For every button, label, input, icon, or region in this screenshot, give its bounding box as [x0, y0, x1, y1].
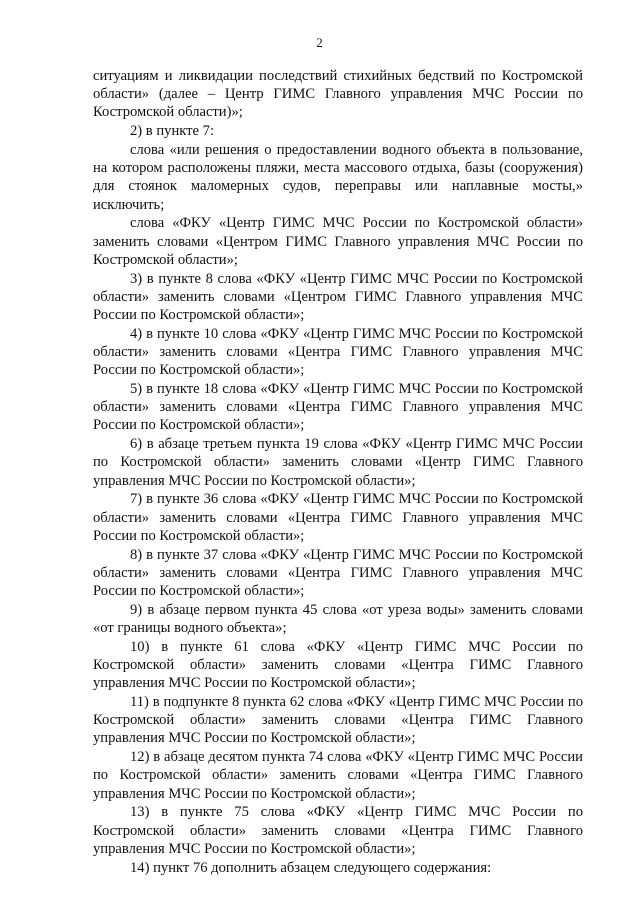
document-paragraph: слова «или решения о предоставлении водного объекта в пользование, на котором расположены пляжи, места массового отдыха, базы (сооружения) для стоянок маломерных судов, переправы или наплавные мосты,» исключить; [93, 142, 583, 213]
document-paragraph: 7) в пункте 36 слова «ФКУ «Центр ГИМС МЧС России по Костромской области» заменить словами «Центра ГИМС Главного управления МЧС России по Костромской области»; [93, 491, 583, 544]
document-paragraph: 11) в подпункте 8 пункта 62 слова «ФКУ «Центр ГИМС МЧС России по Костромской области» заменить словами «Центра ГИМС Главного управления МЧС России по Костромской области»; [93, 694, 583, 747]
document-paragraph: 14) пункт 76 дополнить абзацем следующего содержания: [130, 859, 492, 876]
document-paragraph: 8) в пункте 37 слова «ФКУ «Центр ГИМС МЧС России по Костромской области» заменить словами «Центра ГИМС Главного управления МЧС России по Костромской области»; [93, 546, 583, 600]
document-paragraph: 3) в пункте 8 слова «ФКУ «Центр ГИМС МЧС России по Костромской области» заменить словами «Центром ГИМС Главного управления МЧС России по Костромской области»; [93, 270, 583, 324]
document-body [93, 67, 583, 877]
document-paragraph: ситуациям и ликвидации последствий стихийных бедствий по Костромской области» (далее – Центр ГИМС Главного управления МЧС России по Костромской области)»; [93, 68, 583, 121]
document-paragraph: 6) в абзаце третьем пункта 19 слова «ФКУ «Центр ГИМС МЧС России по Костромской области» заменить словами «Центр ГИМС Главного управления МЧС России по Костромской области»; [93, 436, 583, 489]
page-number: 2 [316, 35, 323, 50]
document-paragraph: 10) в пункте 61 слова «ФКУ «Центр ГИМС МЧС России по Костромской области» заменить словами «Центра ГИМС Главного управления МЧС России по Костромской области»; [93, 638, 583, 692]
document-paragraph: 5) в пункте 18 слова «ФКУ «Центр ГИМС МЧС России по Костромской области» заменить словами «Центра ГИМС Главного управления МЧС России по Костромской области»; [93, 381, 583, 434]
document-paragraph: 13) в пункте 75 слова «ФКУ «Центр ГИМС МЧС России по Костромской области» заменить словами «Центра ГИМС Главного управления МЧС России по Костромской области»; [93, 804, 583, 857]
document-paragraph: 2) в пункте 7: [130, 123, 215, 140]
document-paragraph: слова «ФКУ «Центр ГИМС МЧС России по Костромской области» заменить словами «Центром ГИМС Главного управления МЧС России по Костромской области»; [93, 215, 583, 268]
document-paragraph: 9) в абзаце первом пункта 45 слова «от уреза воды» заменить словами «от границы водного объекта»; [93, 601, 583, 637]
document-paragraph: 12) в абзаце десятом пункта 74 слова «ФКУ «Центр ГИМС МЧС России по Костромской области» заменить словами «Центра ГИМС Главного управления МЧС России по Костромской области»; [93, 749, 583, 802]
document-paragraph: 4) в пункте 10 слова «ФКУ «Центр ГИМС МЧС России по Костромской области» заменить словами «Центра ГИМС Главного управления МЧС России по Костромской области»; [93, 325, 583, 379]
